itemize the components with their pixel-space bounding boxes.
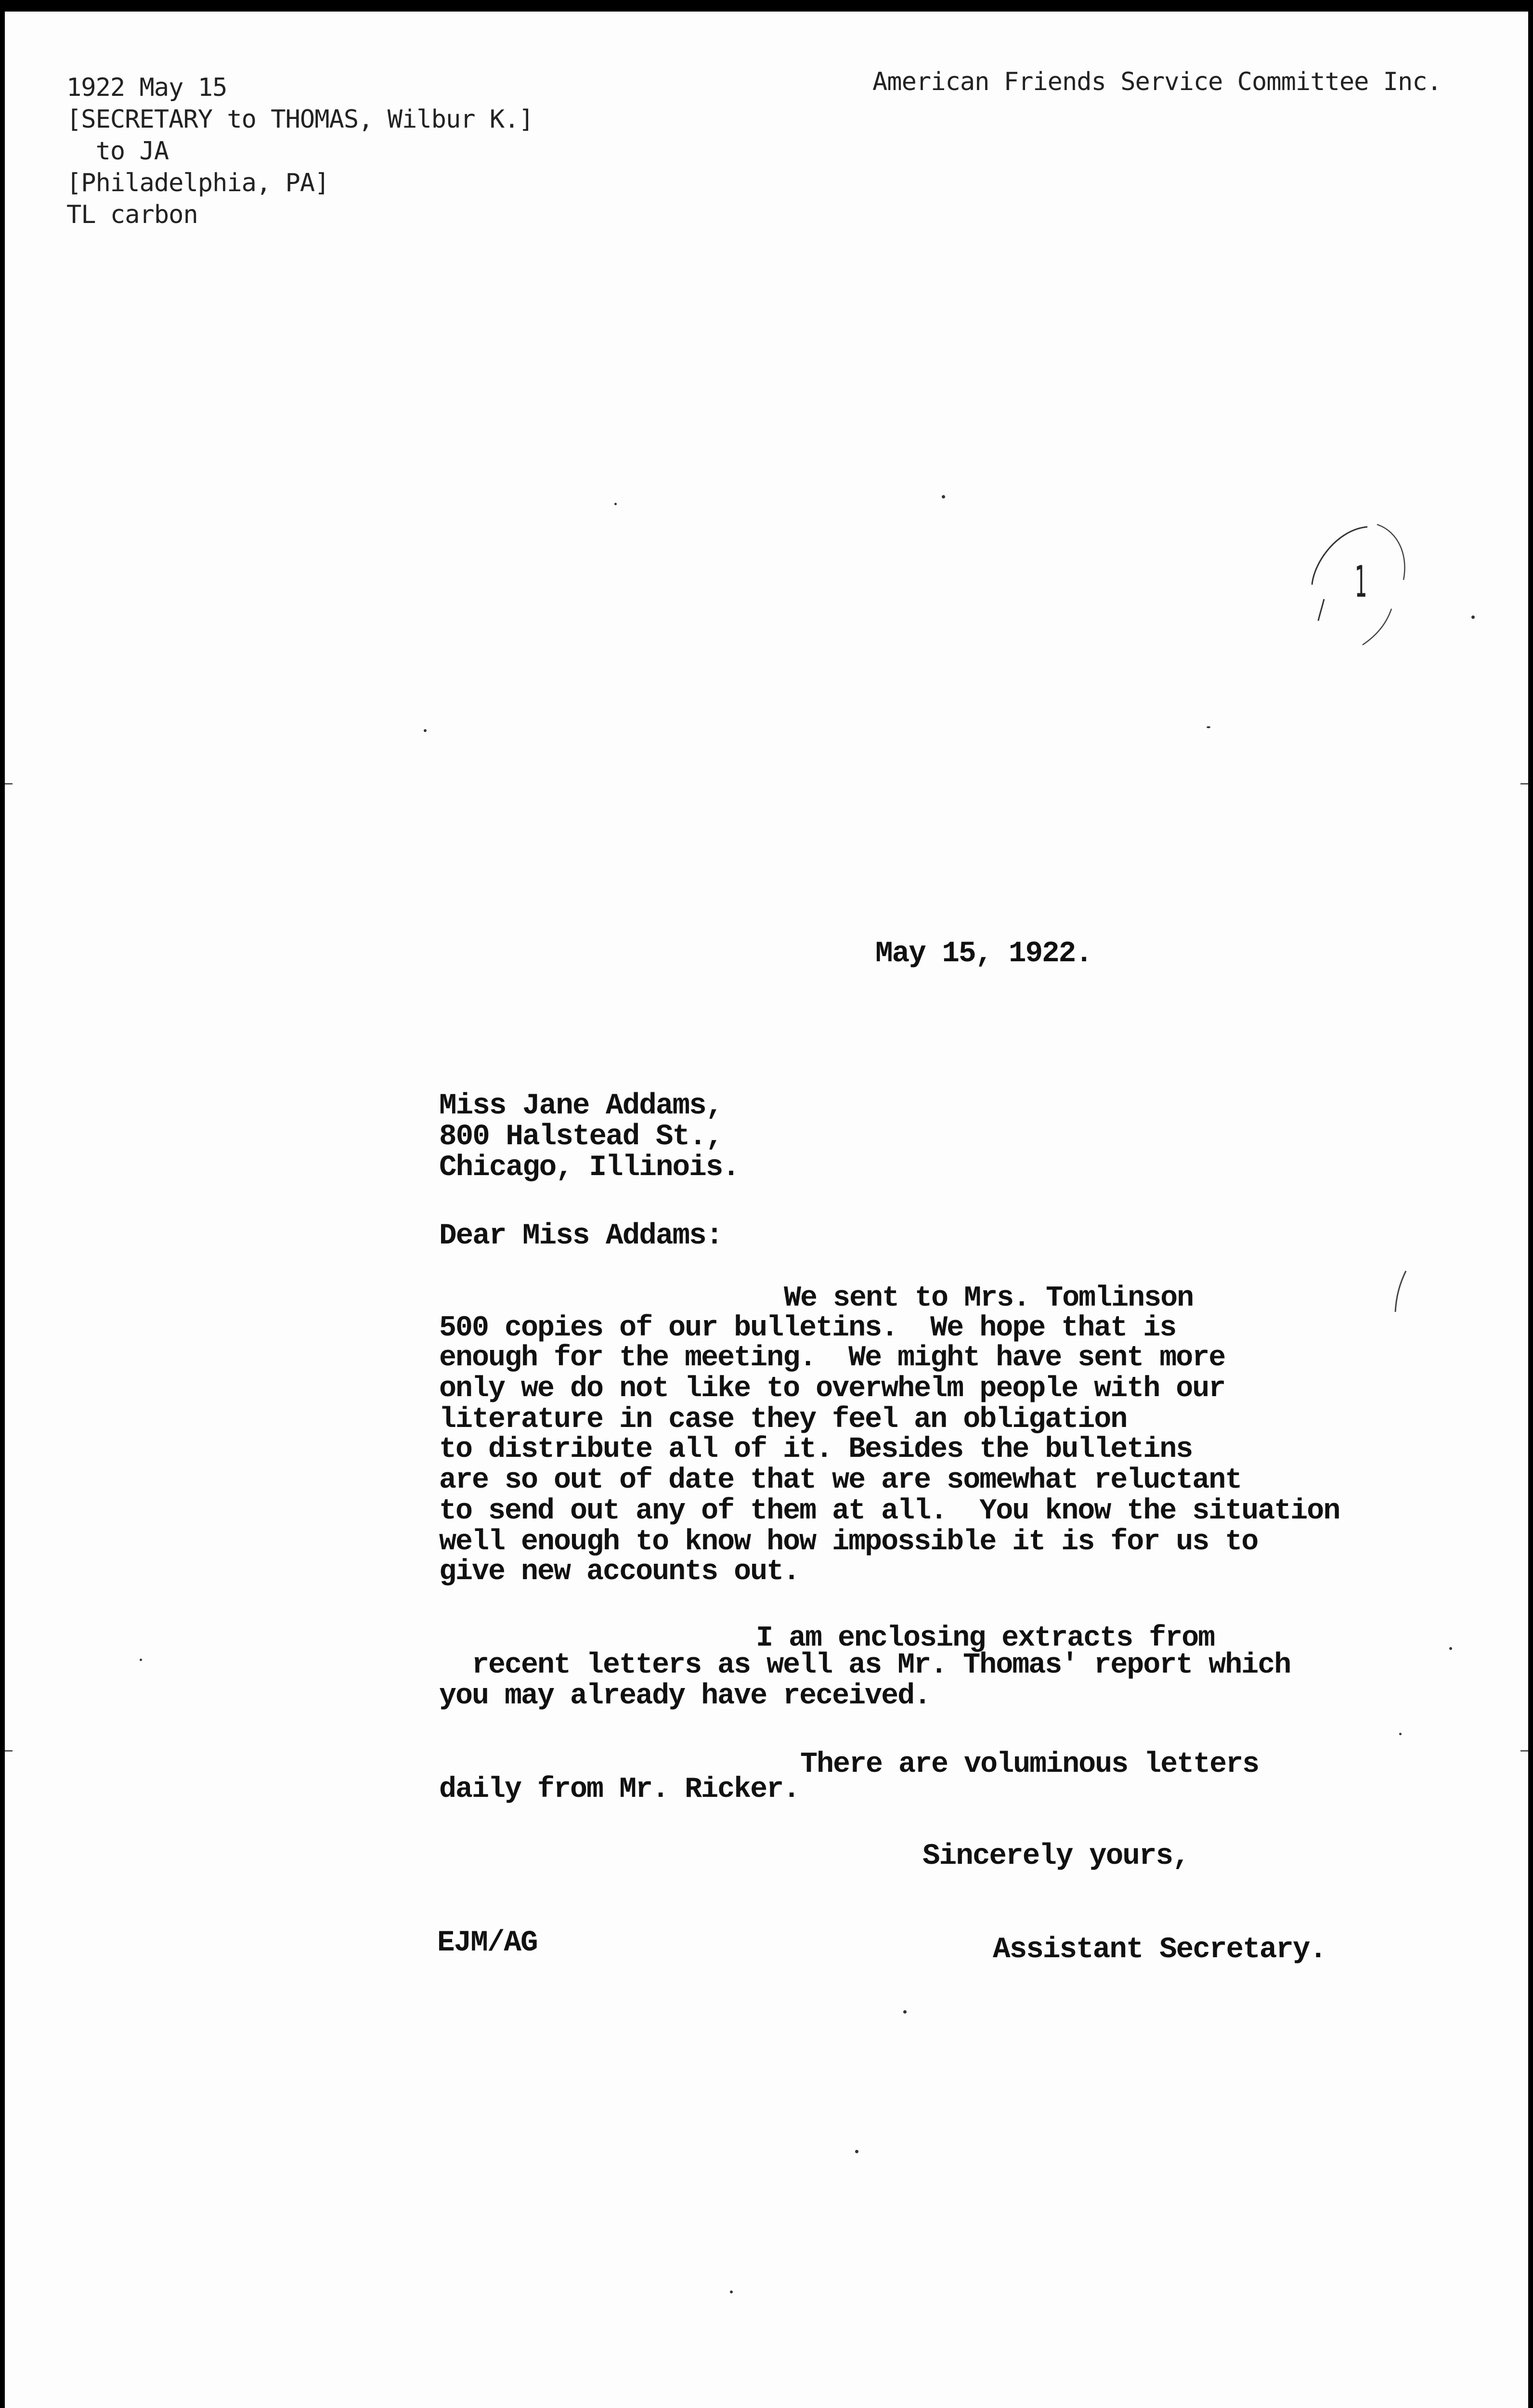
paragraph3-line-1: There are voluminous letters [800,1748,1259,1781]
paragraph1-line-2: 500 copies of our bulletins. We hope that is [439,1312,1176,1345]
paragraph1-line-4: only we do not like to overwhelm people with our [439,1373,1225,1405]
paragraph1-line-9: well enough to know how impossible it is for us to [439,1526,1258,1558]
speck-7 [903,2010,907,2014]
paragraph3-line-2: daily from Mr. Ricker. [439,1773,800,1806]
paragraph2-line-3: you may already have received. [439,1680,931,1713]
address-line-city: Chicago, Illinois. [439,1151,739,1184]
paragraph1-line-7: are so out of date that we are somewhat reluctant [439,1464,1242,1497]
letter-date: May 15, 1922. [875,937,1092,970]
left-edge-tick-2 [5,1750,13,1752]
paragraph1-line-5: literature in case they feel an obligation [439,1403,1127,1436]
speck-8 [855,2150,858,2153]
speck-6 [140,1659,142,1661]
speck-4 [1471,615,1475,619]
handwritten-page-number [1295,512,1420,657]
salutation: Dear Miss Addams: [439,1219,723,1253]
address-line-name: Miss Jane Addams, [439,1089,723,1123]
letter-page [5,12,1528,2408]
speck-2 [424,729,427,732]
paragraph1-line-10: give new accounts out. [439,1556,800,1588]
paragraph2-line-1: I am enclosing extracts from [756,1622,1215,1655]
right-edge-tick-2 [1520,1750,1528,1752]
speck-9 [730,2290,733,2293]
meta-line-author: [SECRETARY to THOMAS, Wilbur K.] [66,105,533,134]
speck-12 [614,503,617,505]
meta-line-recipient: to JA [66,137,169,166]
paragraph2-line-2: recent letters as well as Mr. Thomas' report which [472,1649,1291,1682]
paragraph1-line-3: enough for the meeting. We might have sent more [439,1342,1225,1374]
paragraph1-line-8: to send out any of them at all. You know the situation [439,1495,1340,1528]
closing: Sincerely yours, [922,1840,1189,1873]
address-line-street: 800 Halstead St., [439,1120,723,1153]
speck-3 [1207,726,1210,728]
organization-name: American Friends Service Committee Inc. [872,67,1442,96]
paragraph1-line-1: We sent to Mrs. Tomlinson [784,1282,1194,1315]
meta-line-format: TL carbon [66,200,198,229]
margin-pencil-mark-icon [1391,1269,1411,1317]
left-edge-tick-1 [5,783,13,785]
signature-title: Assistant Secretary. [993,1933,1326,1966]
typist-initials: EJM/AG [437,1926,537,1960]
right-edge-tick-1 [1520,783,1528,785]
page-number-glyph: 1 [1354,557,1367,607]
speck-1 [942,495,945,498]
meta-line-date: 1922 May 15 [66,73,227,102]
paragraph1-line-6: to distribute all of it. Besides the bulletins [439,1433,1193,1466]
speck-11 [1399,1733,1402,1735]
speck-5 [1449,1647,1452,1650]
meta-line-place: [Philadelphia, PA] [66,169,329,197]
